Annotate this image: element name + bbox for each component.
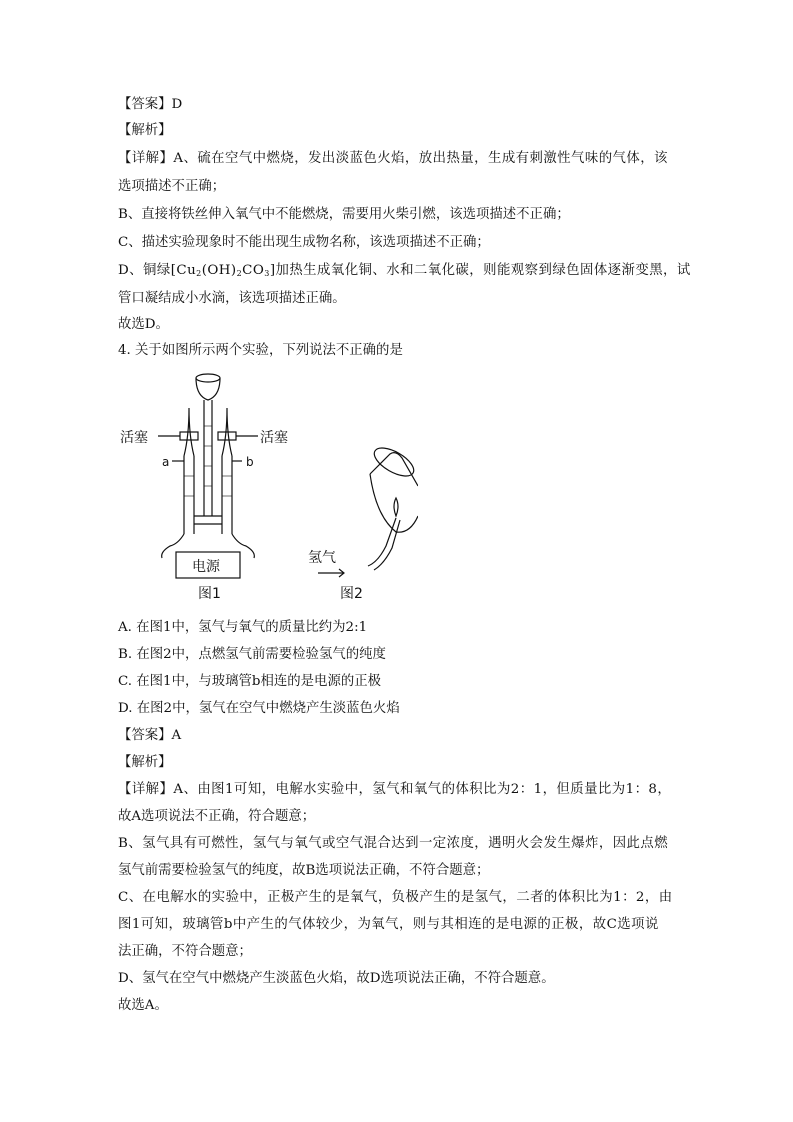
analysis-label-2: 【解析】 xyxy=(118,755,172,770)
text-segment: ]加热生成氧化铜、水和二氧化碳，则能观察到绿色固体逐渐变黑，试 xyxy=(269,263,691,278)
label-figure-1: 图1 xyxy=(198,586,221,602)
option-a: A. 在图1中，氢气与氧气的质量比约为2:1 xyxy=(118,620,368,635)
label-figure-2: 图2 xyxy=(340,586,363,602)
explanation-line-formula xyxy=(118,261,691,284)
subscript: 2 xyxy=(236,269,243,278)
experiment-figure xyxy=(118,366,418,606)
explanation-line: C、描述实验现象时不能出现生成物名称，该选项描述不正确； xyxy=(118,235,490,250)
label-tube-b: b xyxy=(246,455,254,469)
analysis-label-1: 【解析】 xyxy=(118,123,172,138)
explanation-line: 氢气前需要检验氢气的纯度，故B选项说法正确，不符合题意； xyxy=(118,863,490,878)
explanation-line: 选项描述不正确； xyxy=(118,179,226,194)
option-b: B. 在图2中，点燃氢气前需要检验氢气的纯度 xyxy=(118,647,386,662)
subscript: 3 xyxy=(264,269,270,278)
label-valve-left: 活塞 xyxy=(120,430,148,446)
text-segment: (OH) xyxy=(201,263,237,278)
label-valve-right: 活塞 xyxy=(260,430,288,446)
conclusion-line: 故选D。 xyxy=(118,317,169,332)
explanation-line: 【详解】A、硫在空气中燃烧，发出淡蓝色火焰，放出热量，生成有刺激性气味的气体，该 xyxy=(118,151,668,166)
question-4-stem: 4. 关于如图所示两个实验，下列说法不正确的是 xyxy=(118,343,403,358)
explanation-line: B、直接将铁丝伸入氧气中不能燃烧，需要用火柴引燃，该选项描述不正确； xyxy=(118,207,570,222)
explanation-line: C、在电解水的实验中，正极产生的是氧气，负极产生的是氢气，二者的体积比为1：2，由 xyxy=(118,890,673,905)
explanation-line: 图1可知，玻璃管b中产生的气体较少，为氧气，则与其相连的是电源的正极，故C选项说 xyxy=(118,917,659,932)
explanation-line: 【详解】A、由图1可知，电解水实验中，氢气和氧气的体积比为2：1，但质量比为1：8， xyxy=(118,782,672,797)
option-c: C. 在图1中，与玻璃管b相连的是电源的正极 xyxy=(118,674,382,689)
answer-label-1: 【答案】D xyxy=(118,97,183,112)
label-tube-a: a xyxy=(162,455,170,469)
label-power: 电源 xyxy=(192,559,220,575)
subscript: 2 xyxy=(196,269,202,278)
explanation-line: D、氢气在空气中燃烧产生淡蓝色火焰，故D选项说法正确，不符合题意。 xyxy=(118,971,555,986)
answer-label-2: 【答案】A xyxy=(118,728,182,743)
text-segment: D、铜绿[Cu xyxy=(118,263,197,278)
text-segment: CO xyxy=(242,263,265,278)
conclusion-line: 故选A。 xyxy=(118,998,168,1013)
explanation-line: 故A选项说法不正确，符合题意； xyxy=(118,809,316,824)
explanation-line: B、氢气具有可燃性，氢气与氧气或空气混合达到一定浓度，遇明火会发生爆炸，因此点燃 xyxy=(118,836,669,851)
option-d: D. 在图2中，氢气在空气中燃烧产生淡蓝色火焰 xyxy=(118,701,400,716)
explanation-line: 管口凝结成小水滴，该选项描述正确。 xyxy=(118,291,346,306)
label-hydrogen: 氢气 xyxy=(308,550,336,566)
explanation-line: 法正确，不符合题意； xyxy=(118,944,252,959)
